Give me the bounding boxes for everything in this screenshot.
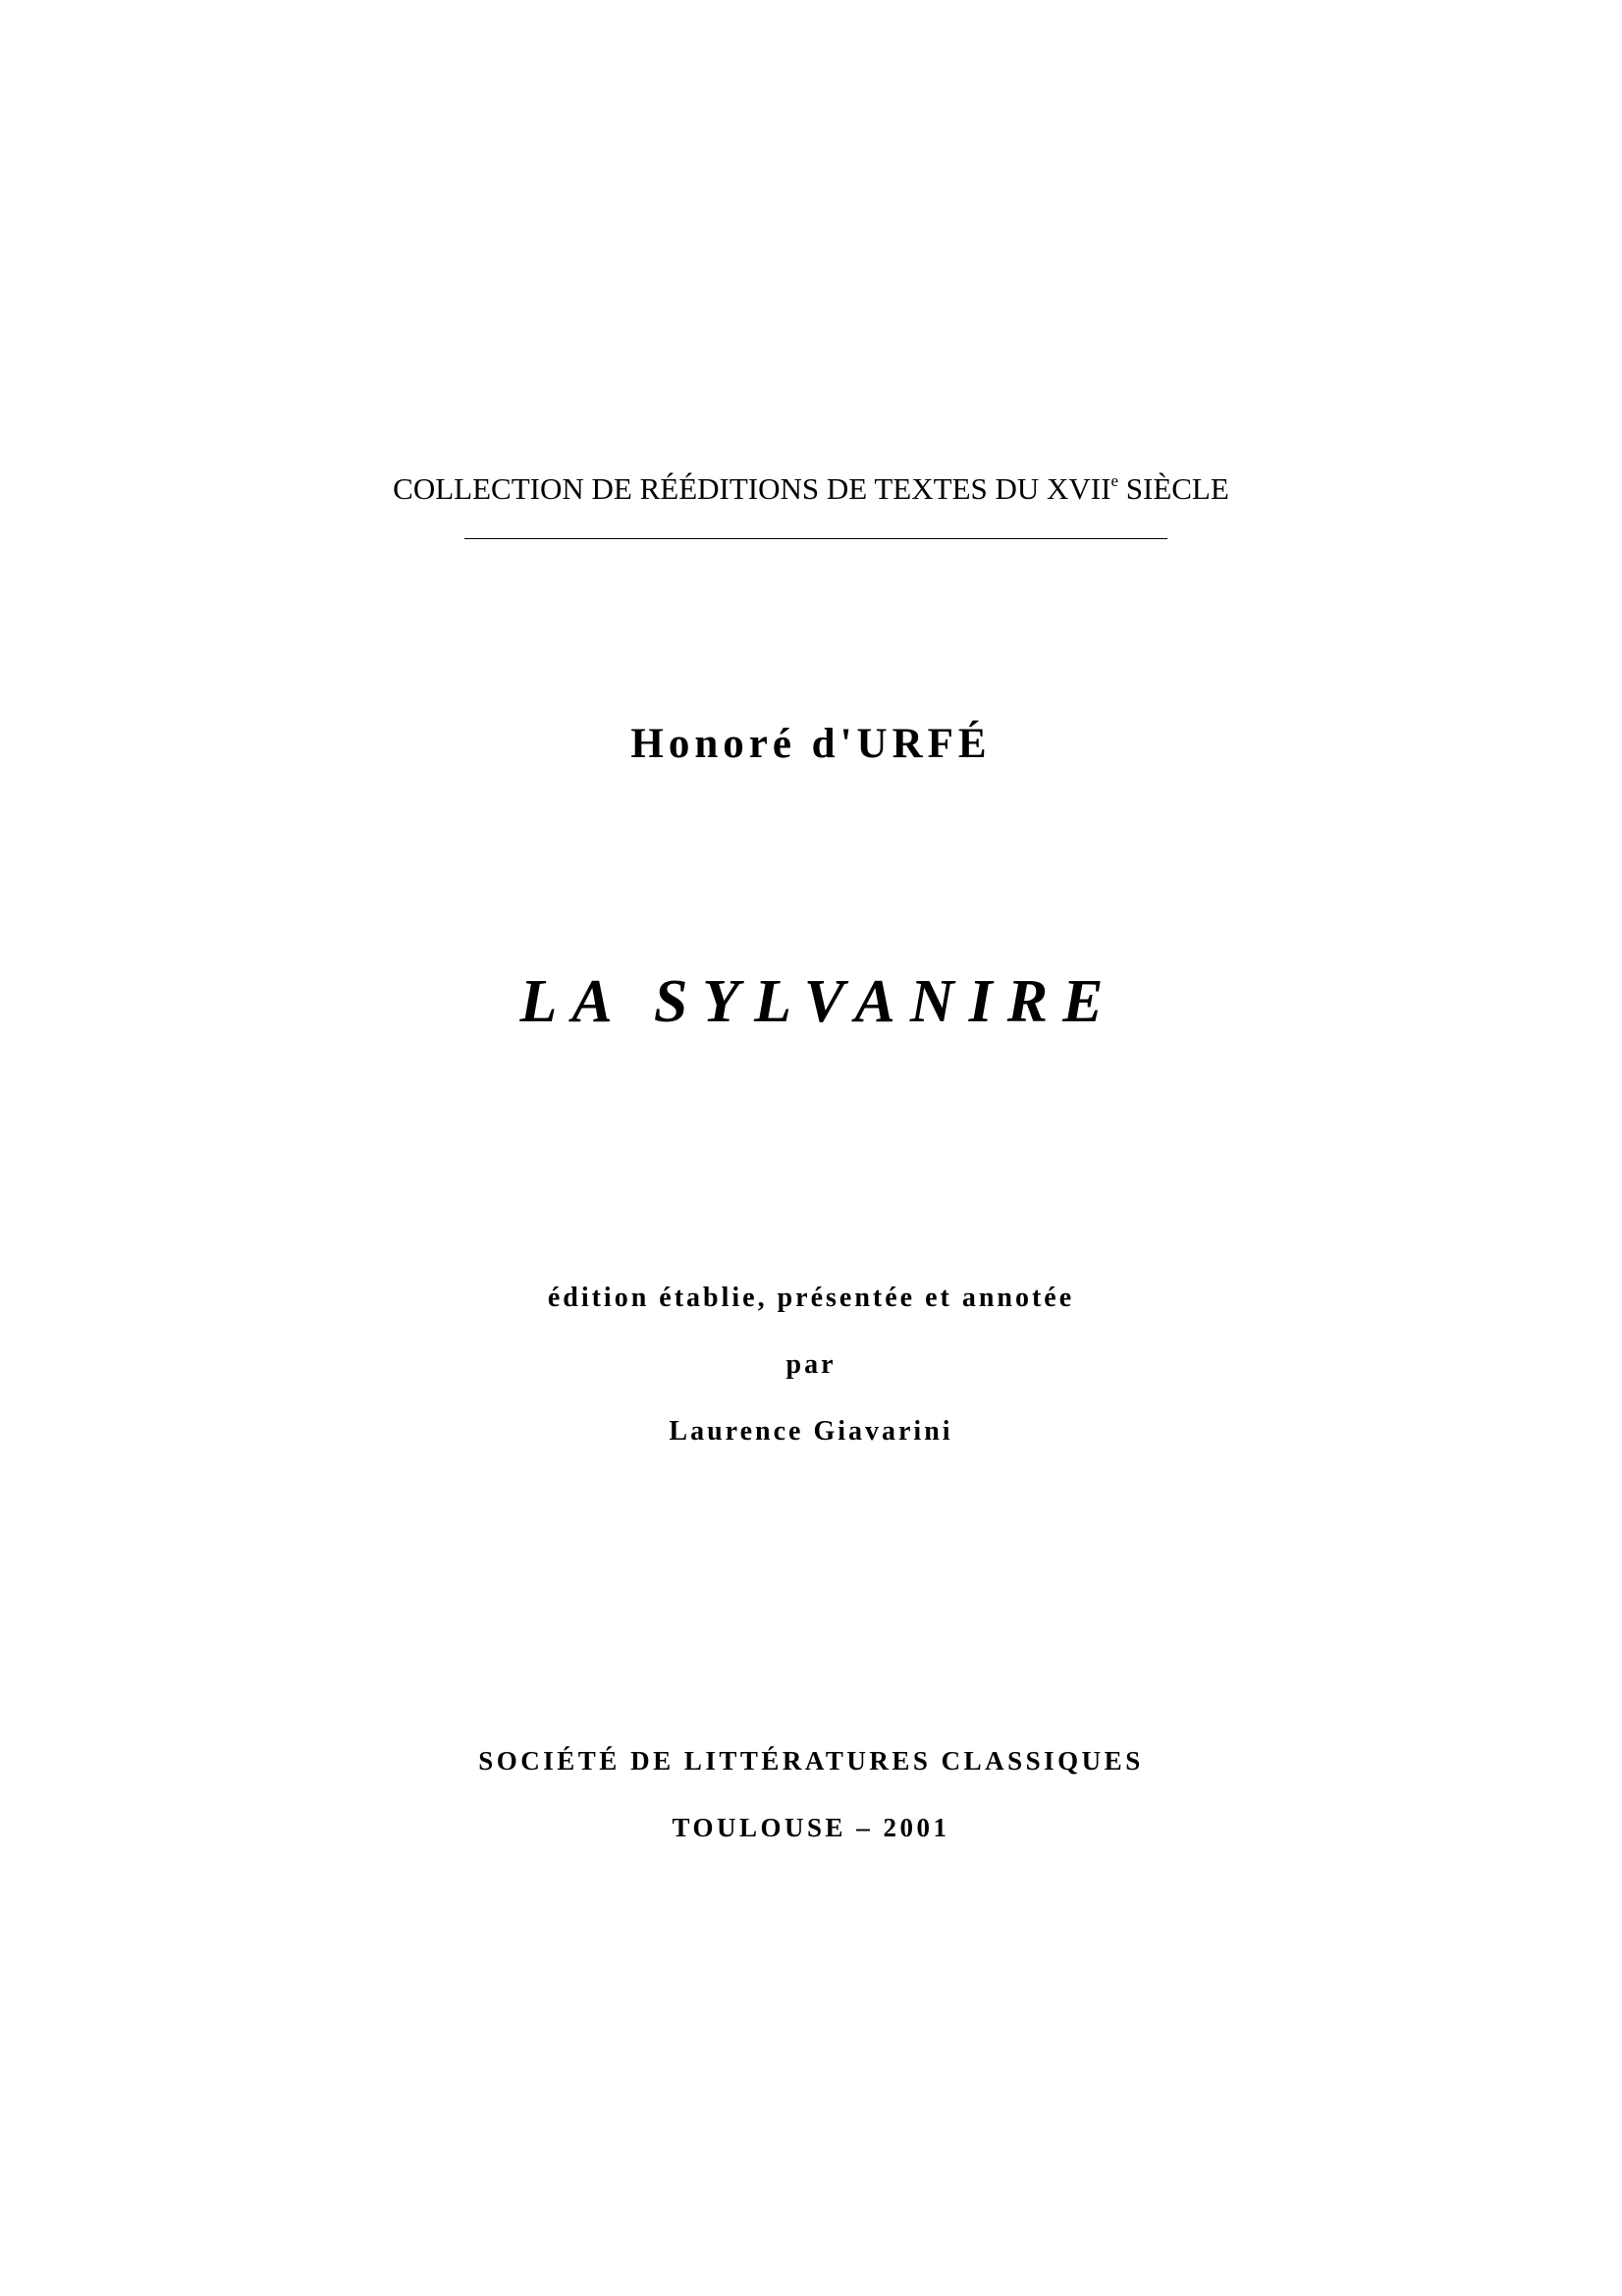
collection-text-suffix: SIÈCLE bbox=[1118, 471, 1229, 506]
century-superscript: e bbox=[1110, 471, 1118, 490]
by-word: par bbox=[785, 1349, 837, 1380]
book-title: LA SYLVANIRE bbox=[519, 968, 1118, 1035]
collection-text: COLLECTION DE RÉÉDITIONS DE TEXTES DU XVII bbox=[393, 471, 1111, 506]
edition-statement: édition établie, présentée et annotée bbox=[547, 1283, 1075, 1313]
horizontal-rule bbox=[464, 538, 1167, 539]
collection-heading bbox=[0, 471, 1622, 507]
editor-name: Laurence Giavarini bbox=[669, 1416, 953, 1447]
place-and-year: TOULOUSE – 2001 bbox=[672, 1813, 950, 1842]
author-name: Honoré d'URFÉ bbox=[630, 721, 992, 767]
publisher-name: SOCIÉTÉ DE LITTÉRATURES CLASSIQUES bbox=[478, 1746, 1144, 1776]
